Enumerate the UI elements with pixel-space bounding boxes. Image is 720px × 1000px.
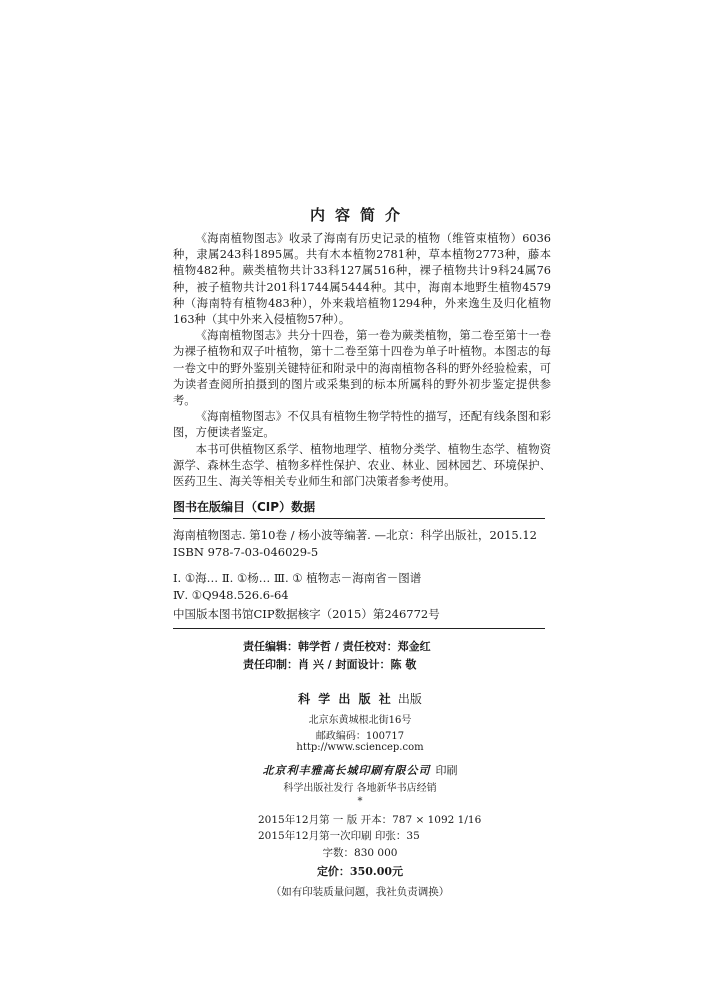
cip-top-divider	[173, 518, 545, 519]
distribution-line: 科学出版社发行 各地新华书店经销	[283, 783, 437, 794]
intro-title: 内容简介	[309, 206, 410, 224]
cip-bottom-divider	[173, 628, 545, 629]
publisher-line	[0, 688, 720, 707]
publisher-address: 北京东黄城根北街16号	[308, 715, 412, 726]
separator-star: *	[357, 796, 363, 807]
cip-subjects: Ⅰ. ①海… Ⅱ. ①杨… Ⅲ. ① 植物志－海南省－图谱	[173, 571, 422, 585]
cip-record-number: 中国版本图书馆CIP数据核字（2015）第246772号	[173, 607, 440, 621]
publisher-name: 科 学 出 版 社	[298, 692, 393, 706]
intro-paragraph: 《海南植物图志》收录了海南有历史记录的植物（维管束植物）6036种，隶属243科1895属。共有木本植物2781种，草本植物2773种，藤本植物482种。蕨类植物共计33科127属516种，裸子植物共计9科24属76种，被子植物共计201科1744属5444种。其中，海南本地野生植物4579种（海南特有植物483种），外来栽培植物1294种，外来逸生及归化植物163种（其中外来入侵植物57种）。	[173, 232, 551, 327]
responsibility-line-1: 责任编辑：韩学哲 / 责任校对：郑金红	[243, 640, 431, 653]
intro-paragraph: 《海南植物图志》共分十四卷，第一卷为蕨类植物，第二卷至第十一卷为裸子植物和双子叶植物，第十二卷至第十四卷为单子叶植物。本图志的每一卷文中的野外鉴别关键特征和附录中的海南植物各科的野外经验检索，可为读者查阅所拍摄到的图片或采集到的标本所属科的野外初步鉴定提供参考。	[173, 329, 551, 408]
cip-classification: Ⅳ. ①Q948.526.6-64	[173, 588, 289, 602]
edition-line-2: 2015年12月第一次印刷 印张：35	[258, 830, 420, 842]
price: 定价：350.00元	[316, 865, 404, 878]
quality-note: （如有印装质量问题，我社负责调换）	[270, 886, 450, 898]
publisher-postcode: 邮政编码：100717	[315, 731, 405, 742]
publisher-action: 出版	[397, 692, 422, 706]
printer-action: 印刷	[435, 764, 458, 777]
printer-name: 北京利丰雅高长城印刷有限公司	[262, 764, 431, 777]
responsibility-line-2: 责任印制：肖 兴 / 封面设计：陈 敬	[243, 658, 417, 671]
cip-isbn: ISBN 978-7-03-046029-5	[173, 545, 319, 559]
edition-line-1: 2015年12月第 一 版 开本：787 × 1092 1/16	[258, 814, 482, 826]
publisher-website: http://www.sciencep.com	[296, 742, 424, 753]
intro-paragraph: 《海南植物图志》不仅具有植物生物学特性的描写，还配有线条图和彩图，方便读者鉴定。	[173, 410, 551, 440]
intro-paragraph: 本书可供植物区系学、植物地理学、植物分类学、植物生态学、植物资源学、森林生态学、植物多样性保护、农业、林业、园林园艺、环境保护、医药卫生、海关等相关专业师生和部门决策者参考使用。	[173, 442, 551, 489]
cip-catalog-line: 海南植物图志. 第10卷 / 杨小波等编著. —北京：科学出版社，2015.12	[173, 528, 537, 542]
printer-line	[0, 759, 720, 778]
intro-body	[173, 231, 551, 490]
cip-heading: 图书在版编目（CIP）数据	[173, 500, 316, 514]
word-count: 字数：830 000	[322, 847, 398, 859]
